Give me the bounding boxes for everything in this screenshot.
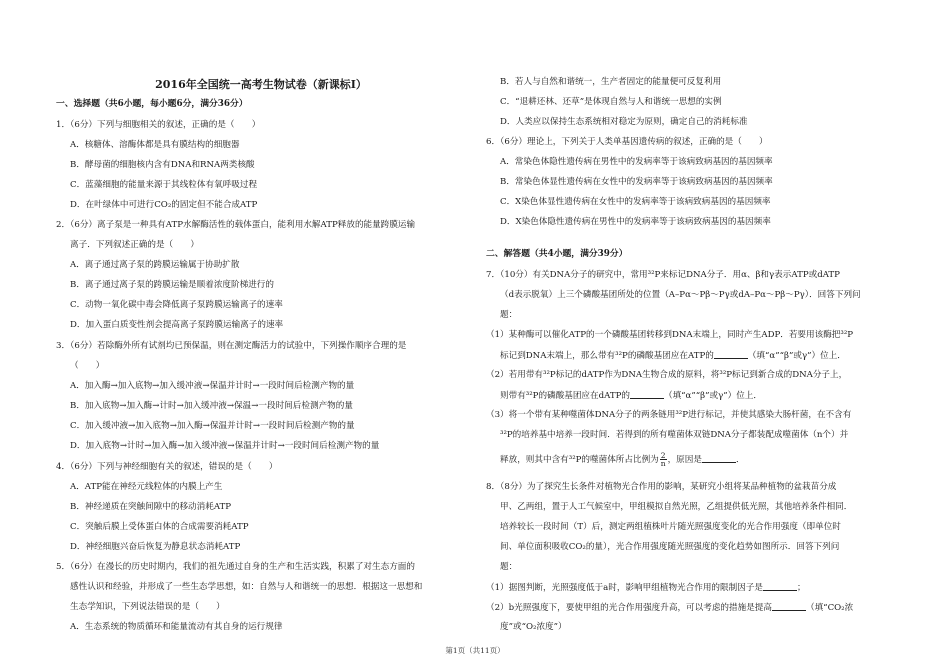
q7-part-2-cont (500, 389, 762, 402)
fraction-numerator: 2 (660, 451, 666, 460)
answer-blank[interactable] (763, 581, 797, 591)
question-4-stem: 4．（6分）下列与神经细胞有关的叙述，错误的是（ ） (56, 462, 278, 472)
question-5-stem-cont1: 感性认识和经验，并形成了一些生态学思想，如：自然与人和谐统一的思想．根据这一思想和 (70, 582, 423, 592)
page-footer: 第1页（共11页） (445, 646, 505, 655)
question-3-stem: 3．（6分）若除酶外所有试剂均已预保温，则在测定酶活力的试验中，下列操作顺序合理的是 (56, 341, 407, 351)
question-7-stem-end: 题： (500, 310, 518, 320)
q8-part-2-text: （2）b光照强度下，要使甲组的光合作用强度升高，可以考虑的措施是提高 (486, 603, 772, 613)
question-5-stem-cont2: 生态学知识，下列说法错误的是（ ） (70, 602, 225, 612)
page-title: 2016年全国统一高考生物试卷（新课标Ⅰ） (155, 78, 367, 91)
answer-blank[interactable] (702, 453, 736, 463)
q7-part-1: （1）某种酶可以催化ATP的一个磷酸基团转移到DNA末端上，同时产生ADP．若要用该酶把³²P (486, 330, 854, 340)
q5-option-b: B．若人与自然和谐统一，生产者固定的能量便可反复利用 (500, 77, 722, 87)
section-heading-answer: 二、解答题（共4小题，满分39分） (486, 249, 628, 259)
question-5-stem: 5．（6分）在漫长的历史时期内，我们的祖先通过自身的生产和生活实践，积累了对生态方面的 (56, 562, 415, 572)
fraction-denominator: n (660, 459, 666, 468)
q1-option-c: C．蓝藻细胞的能量来源于其线粒体有氧呼吸过程 (70, 180, 258, 190)
question-1-stem: 1．（6分）下列与细胞相关的叙述，正确的是（ ） (56, 120, 261, 130)
q3-option-d: D．加入底物→计时→加入酶→加入缓冲液→保温并计时→一段时间后检测产物的量 (70, 441, 380, 451)
question-8-stem-cont1: 甲、乙两组，置于人工气候室中，甲组模拟自然光照，乙组提供低光照，其他培养条件相同． (500, 502, 853, 512)
q8-part-2 (486, 601, 853, 614)
q7-part-3-reason-label: ，原因是 (667, 455, 702, 465)
fraction-2-over-n (660, 452, 667, 467)
q8-part-1-text: （1）据图判断，光照强度低于a时，影响甲组植物光合作用的限制因子是 (486, 583, 763, 593)
q7-part-1-tail: （填“α”“β”或γ”）位上． (747, 351, 846, 361)
q5-option-d: D．人类应以保持生态系统相对稳定为原则，确定自己的消耗标准 (500, 117, 748, 127)
q7-part-1-text: 标记到DNA末端上，那么带有³²P的磷酸基团应在ATP的 (500, 351, 714, 361)
q7-part-2-tail: （填“α”“β”或γ”）位上． (663, 391, 762, 401)
question-8-stem-end: 题： (500, 562, 518, 572)
q7-part-3-cont: ³²P的培养基中培养一段时间．若得到的所有噬菌体双链DNA分子都装配成噬菌体（n个）并 (500, 430, 849, 440)
q7-part-3-end (500, 452, 745, 467)
q8-part-1 (486, 581, 806, 594)
answer-blank[interactable] (630, 389, 664, 399)
q3-option-c: C．加入缓冲液→加入底物→加入酶→保温并计时→一段时间后检测产物的量 (70, 421, 355, 431)
q2-option-b: B．离子通过离子泵的跨膜运输是顺着浓度阶梯进行的 (70, 280, 274, 290)
question-7-stem: 7．（10分）有关DNA分子的研究中，常用³²P来标记DNA分子．用α、β和γ表示ATP或dATP (486, 270, 840, 280)
answer-blank[interactable] (714, 349, 748, 359)
question-8-stem: 8．（8分）为了探究生长条件对植物光合作用的影响，某研究小组将某品种植物的盆栽苗分成 (486, 482, 837, 492)
q7-part-3: （3）将一个带有某种噬菌体DNA分子的两条链用³²P进行标记，并使其感染大肠杆菌，在不含有 (486, 410, 852, 420)
q3-option-b: B．加入底物→加入酶→计时→加入缓冲液→保温→一段时间后检测产物的量 (70, 401, 353, 411)
q7-part-1-cont (500, 349, 846, 362)
q3-option-a: A．加入酶→加入底物→加入缓冲液→保温并计时→一段时间后检测产物的量 (70, 381, 355, 391)
q6-option-d: D．X染色体隐性遗传病在男性中的发病率等于该病致病基因的基因频率 (500, 217, 771, 227)
question-2-stem-cont: 离子．下列叙述正确的是（ ） (70, 240, 199, 250)
question-3-stem-cont: （ ） (70, 361, 105, 371)
question-8-stem-cont3: 间、单位面积吸收CO₂的量），光合作用强度随光照强度的变化趋势如图所示．回答下列问 (500, 542, 840, 552)
q4-option-b: B．神经递质在突触间隙中的移动消耗ATP (70, 502, 232, 512)
q7-part-3-tail: ． (735, 455, 745, 465)
q8-part-2-cont: 度”或“O₂浓度”） (500, 622, 567, 632)
q5-option-a: A．生态系统的物质循环和能量流动有其自身的运行规律 (70, 622, 283, 632)
q8-part-2-tail: （填“CO₂浓 (805, 603, 854, 613)
q1-option-d: D．在叶绿体中可进行CO₂的固定但不能合成ATP (70, 200, 258, 210)
q8-part-1-tail: ； (797, 583, 806, 593)
q7-part-3-text: 释放，则其中含有³²P的噬菌体所占比例为 (500, 455, 659, 465)
q5-option-c: C．“退耕还林、还草”是体现自然与人和谐统一思想的实例 (500, 97, 722, 107)
q2-option-d: D．加入蛋白质变性剂会提高离子泵跨膜运输离子的速率 (70, 320, 284, 330)
q7-part-2-text: 则带有³²P的磷酸基团应在dATP的 (500, 391, 630, 401)
q1-option-a: A．核糖体、溶酶体都是具有膜结构的细胞器 (70, 140, 240, 150)
q6-option-b: B．常染色体显性遗传病在女性中的发病率等于该病致病基因的基因频率 (500, 177, 773, 187)
q6-option-c: C．X染色体显性遗传病在女性中的发病率等于该病致病基因的基因频率 (500, 197, 771, 207)
answer-blank[interactable] (772, 601, 806, 611)
question-2-stem: 2．（6分）离子泵是一种具有ATP水解酶活性的载体蛋白，能利用水解ATP释放的能量跨膜运输 (56, 220, 416, 230)
q4-option-a: A．ATP能在神经元线粒体的内膜上产生 (70, 482, 223, 492)
q1-option-b: B．酵母菌的细胞核内含有DNA和RNA两类核酸 (70, 160, 255, 170)
q7-part-2: （2）若用带有³²P标记的dATP作为DNA生物合成的原料，将³²P标记到新合成的DNA分子上， (486, 370, 848, 380)
question-8-stem-cont2: 培养较长一段时间（T）后，测定两组植株叶片随光照强度变化的光合作用强度（即单位时 (500, 522, 841, 532)
q6-option-a: A．常染色体隐性遗传病在男性中的发病率等于该病致病基因的基因频率 (500, 157, 773, 167)
q2-option-a: A．离子通过离子泵的跨膜运输属于协助扩散 (70, 260, 240, 270)
q2-option-c: C．动物一氧化碳中毒会降低离子泵跨膜运输离子的速率 (70, 300, 283, 310)
q4-option-d: D．神经细胞兴奋后恢复为静息状态消耗ATP (70, 542, 241, 552)
section-heading-choice: 一、选择题（共6小题，每小题6分，满分36分） (56, 99, 248, 109)
question-6-stem: 6．（6分）理论上，下列关于人类单基因遗传病的叙述，正确的是（ ） (486, 137, 768, 147)
question-7-stem-cont: （d表示脱氧）上三个磷酸基团所处的位置（A–Pα～Pβ～Pγ或dA–Pα～Pβ～Pγ）．回答下列问 (500, 290, 861, 300)
q4-option-c: C．突触后膜上受体蛋白体的合成需要消耗ATP (70, 522, 249, 532)
